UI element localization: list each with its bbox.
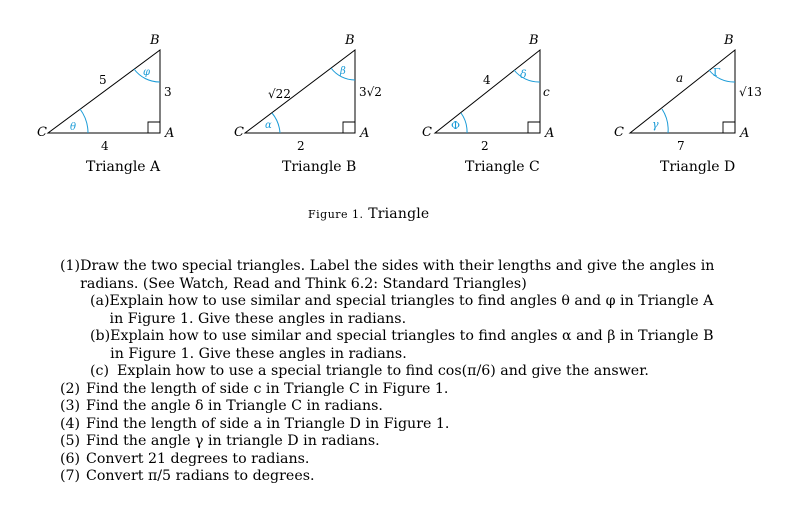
question-text: Find the length of side a in Triangle D in Figure 1. bbox=[86, 415, 450, 432]
angle-b-label: φ bbox=[143, 67, 151, 78]
question-6 bbox=[60, 451, 730, 469]
question-7 bbox=[60, 468, 730, 486]
question-text: Convert π/5 radians to degrees. bbox=[86, 468, 315, 484]
question-1b bbox=[60, 328, 730, 363]
question-number: (c) bbox=[90, 363, 110, 379]
figure-title: Triangle bbox=[368, 206, 430, 222]
question-list bbox=[60, 258, 730, 486]
question-text: Find the angle γ in triangle D in radians. bbox=[86, 433, 380, 449]
triangle-b-caption: Triangle B bbox=[282, 159, 357, 175]
question-2 bbox=[60, 381, 730, 399]
vertex-a-label: A bbox=[360, 126, 370, 141]
angle-c-label: θ bbox=[70, 122, 77, 133]
question-text: Draw the two special triangles. Label the sides with their lengths and give the angles in radians. (See Watch, Read and Think 6.2: Standard Triangles) bbox=[80, 258, 715, 292]
triangle-a-shape bbox=[48, 50, 160, 133]
triangle-d-shape bbox=[630, 50, 735, 133]
vertex-b-label: B bbox=[724, 33, 734, 48]
angle-b-label: Γ bbox=[713, 66, 721, 79]
question-number: (2) bbox=[60, 380, 81, 397]
angle-b-arc bbox=[514, 70, 540, 82]
angle-c-arc bbox=[662, 109, 668, 133]
question-text: Explain how to use a special triangle to find cos(π/6) and give the answer. bbox=[117, 363, 649, 379]
angle-c-arc bbox=[80, 109, 88, 133]
question-text: Convert 21 degrees to radians. bbox=[86, 450, 310, 467]
hypotenuse-label: 5 bbox=[99, 73, 107, 87]
question-1c bbox=[60, 363, 730, 381]
triangle-b bbox=[234, 33, 382, 153]
vertical-side-label: c bbox=[543, 85, 550, 99]
vertex-a-label: A bbox=[740, 126, 750, 141]
angle-b-label: β bbox=[340, 66, 346, 77]
angle-b-label: δ bbox=[520, 68, 527, 81]
triangle-a-caption: Triangle A bbox=[86, 159, 161, 175]
angle-c-arc bbox=[461, 113, 467, 133]
question-number: (1) bbox=[60, 258, 81, 274]
vertical-side-label: 3√2 bbox=[359, 85, 382, 99]
vertex-c-label: C bbox=[422, 125, 432, 140]
hypotenuse-label: √22 bbox=[268, 87, 291, 101]
hypotenuse-label: 4 bbox=[483, 73, 491, 87]
base-label: 7 bbox=[677, 139, 685, 153]
base-label: 2 bbox=[481, 139, 489, 153]
vertex-b-label: B bbox=[345, 33, 355, 48]
vertex-b-label: B bbox=[529, 33, 539, 48]
triangle-c bbox=[422, 33, 554, 153]
question-text: Find the angle δ in Triangle C in radians. bbox=[86, 398, 383, 414]
vertex-c-label: C bbox=[614, 125, 624, 140]
question-number: (b) bbox=[90, 328, 111, 344]
triangle-b-shape bbox=[245, 50, 355, 133]
angle-c-label: α bbox=[265, 120, 272, 131]
right-angle-mark bbox=[723, 122, 735, 133]
question-number: (5) bbox=[60, 433, 81, 449]
triangle-c-caption: Triangle C bbox=[465, 159, 540, 175]
base-label: 2 bbox=[297, 139, 305, 153]
vertex-c-label: C bbox=[37, 125, 47, 140]
figure-caption bbox=[308, 206, 429, 222]
question-3 bbox=[60, 398, 730, 416]
base-label: 4 bbox=[101, 139, 109, 153]
angle-c-label: γ bbox=[652, 118, 659, 131]
vertex-a-label: A bbox=[165, 126, 175, 141]
question-number: (7) bbox=[60, 468, 81, 484]
question-text: Find the length of side c in Triangle C in Figure 1. bbox=[86, 380, 449, 397]
figure-label: Figure 1. bbox=[308, 208, 364, 221]
vertical-side-label: √13 bbox=[739, 85, 762, 99]
vertical-side-label: 3 bbox=[164, 85, 172, 99]
right-angle-mark bbox=[528, 122, 540, 133]
question-4 bbox=[60, 416, 730, 434]
hypotenuse-label: a bbox=[676, 71, 684, 85]
right-angle-mark bbox=[148, 122, 160, 133]
question-number: (a) bbox=[90, 293, 110, 309]
triangle-d bbox=[614, 33, 762, 153]
question-5 bbox=[60, 433, 730, 451]
question-1a bbox=[60, 293, 730, 328]
right-angle-mark bbox=[343, 122, 355, 133]
angle-c-label: Φ bbox=[451, 119, 461, 132]
vertex-c-label: C bbox=[234, 125, 244, 140]
vertex-b-label: B bbox=[150, 33, 160, 48]
question-1 bbox=[60, 258, 730, 293]
question-number: (6) bbox=[60, 450, 81, 467]
angle-c-arc bbox=[272, 113, 280, 133]
question-text: Explain how to use similar and special triangles to find angles α and β in Triangle B in Figure 1. Give these angles in radians. bbox=[110, 328, 714, 362]
question-text: Explain how to use similar and special triangles to find angles θ and φ in Triangle A in Figure 1. Give these angles in radians. bbox=[109, 293, 714, 327]
question-number: (3) bbox=[60, 398, 81, 414]
question-number: (4) bbox=[60, 415, 81, 432]
triangle-d-caption: Triangle D bbox=[660, 159, 736, 175]
triangle-a bbox=[37, 33, 174, 153]
vertex-a-label: A bbox=[545, 126, 555, 141]
